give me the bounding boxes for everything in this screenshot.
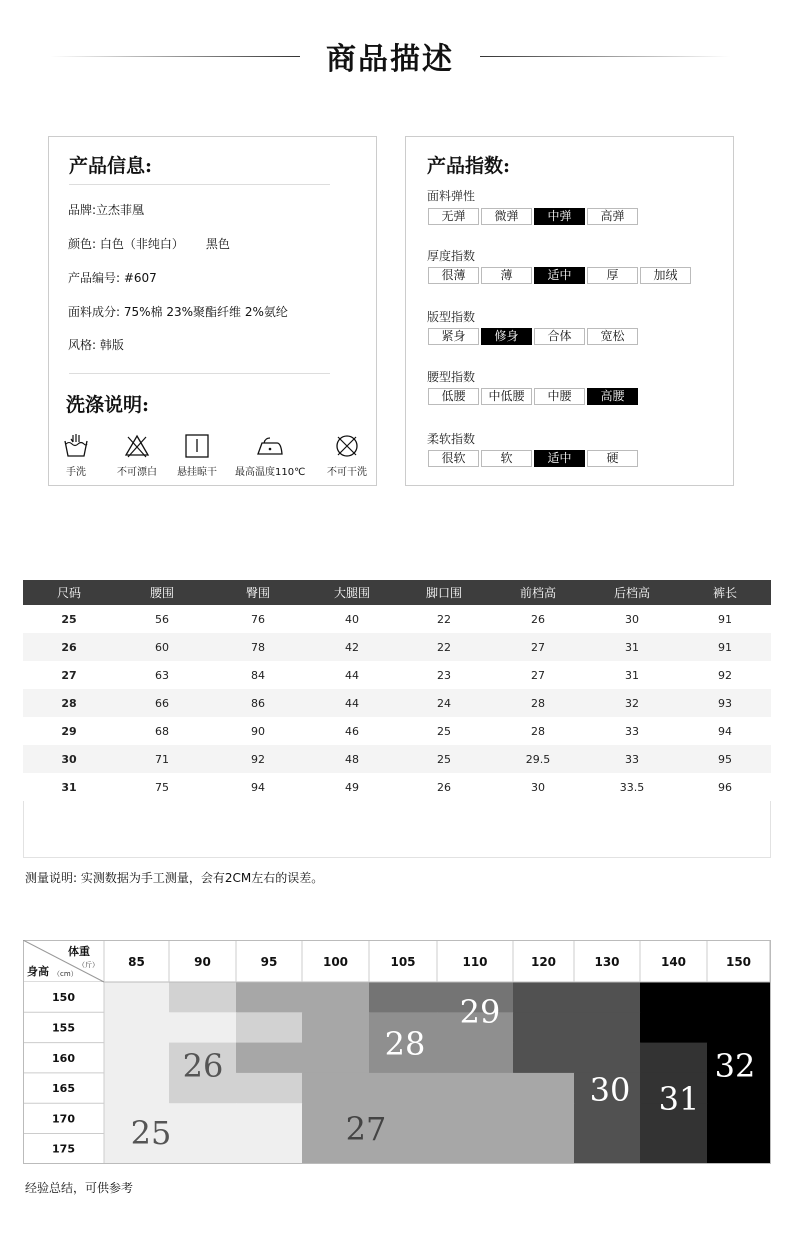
size-label: 29 — [459, 993, 501, 1031]
product-code-text: 产品编号: #607 — [68, 271, 157, 285]
weight-tick-label: 85 — [128, 955, 145, 969]
size-label: 32 — [714, 1047, 756, 1085]
chip-option: 高弹 — [587, 208, 638, 225]
table-row — [23, 773, 771, 801]
height-tick-label: 150 — [52, 991, 75, 1005]
measurement-note: 测量说明: 实测数据为手工测量，会有2CM左右的误差。 — [25, 871, 324, 885]
corner-weight-unit: （斤） — [78, 961, 99, 969]
chip-option: 低腰 — [428, 388, 479, 405]
measure-cell: 46 — [345, 724, 359, 738]
heat-cell — [513, 1012, 575, 1043]
heat-cell — [707, 1103, 771, 1134]
measure-cell: 75 — [155, 780, 169, 794]
heat-cell — [104, 1043, 170, 1074]
size-label: 28 — [384, 1025, 426, 1063]
measure-cell: 28 — [491, 689, 585, 717]
heat-cell — [640, 1012, 708, 1043]
heat-cell — [574, 982, 641, 1013]
size-label: 31 — [658, 1080, 700, 1118]
wash-label: 手洗 — [66, 467, 86, 478]
heat-cell — [513, 1043, 575, 1074]
measure-cell: 23 — [437, 668, 451, 682]
size-cell: 25 — [61, 612, 77, 626]
heat-cell — [513, 1103, 575, 1134]
chip-option: 无弹 — [428, 208, 479, 225]
weight-tick-label: 90 — [194, 955, 211, 969]
table-header-row — [23, 580, 771, 605]
index-label-elasticity: 面料弹性 — [427, 189, 476, 203]
heat-cell — [236, 1073, 303, 1104]
weight-tick-label: 130 — [594, 955, 620, 969]
wash-item-iron — [235, 433, 305, 478]
table-row — [23, 661, 771, 689]
chip-option: 厚 — [587, 267, 638, 284]
measure-cell: 32 — [585, 689, 679, 717]
measure-cell: 22 — [397, 633, 491, 661]
chip-option: 薄 — [481, 267, 532, 284]
measure-cell: 76 — [251, 612, 265, 626]
measure-cell: 26 — [531, 612, 545, 626]
measure-cell: 40 — [345, 612, 359, 626]
wash-label: 不可漂白 — [117, 467, 157, 478]
chip-option: 软 — [481, 450, 532, 467]
chip-option-selected: 高腰 — [587, 388, 638, 405]
col-header-waist: 腰围 — [115, 580, 209, 605]
table-row — [23, 717, 771, 745]
heat-cell — [513, 982, 575, 1013]
measure-cell: 27 — [491, 633, 585, 661]
col-header-front-rise: 前档高 — [491, 580, 585, 605]
col-header-size: 尺码 — [23, 580, 115, 605]
header-line-left — [50, 56, 300, 57]
table-row — [23, 605, 771, 633]
measure-cell: 24 — [397, 689, 491, 717]
chips-thickness — [428, 267, 691, 284]
chip-option-selected: 适中 — [534, 267, 585, 284]
measure-cell: 28 — [531, 724, 545, 738]
measure-cell: 91 — [679, 633, 771, 661]
measure-cell: 42 — [307, 633, 397, 661]
col-header-back-rise: 后档高 — [585, 580, 679, 605]
weight-tick-label: 110 — [462, 955, 488, 969]
hang-dry-icon — [184, 433, 210, 459]
size-cell: 31 — [61, 780, 77, 794]
measure-cell: 30 — [531, 780, 545, 794]
heat-cell — [437, 1073, 514, 1104]
measure-cell: 91 — [718, 612, 732, 626]
heat-cell — [302, 982, 370, 1013]
chip-option-selected: 适中 — [534, 450, 585, 467]
material-text: 面料成分: 75%棉 23%聚酯纤维 2%氨纶 — [68, 305, 288, 319]
measure-cell: 31 — [625, 668, 639, 682]
chip-option: 紧身 — [428, 328, 479, 345]
heat-cell — [236, 1043, 303, 1074]
heat-cell — [169, 1103, 237, 1134]
color-text: 颜色: 白色（非纯白） — [68, 237, 184, 251]
chip-option: 合体 — [534, 328, 585, 345]
heat-cell — [707, 1012, 771, 1043]
measure-cell: 93 — [679, 689, 771, 717]
table-footer-area — [23, 801, 771, 858]
divider — [69, 184, 330, 185]
heat-cell — [574, 1012, 641, 1043]
washing-title: 洗涤说明: — [66, 394, 150, 416]
heat-cell — [169, 1134, 237, 1165]
heat-cell — [302, 1012, 370, 1043]
heat-cell — [369, 1073, 438, 1104]
chip-option: 中腰 — [534, 388, 585, 405]
height-tick-label: 165 — [52, 1082, 75, 1096]
measure-cell: 71 — [115, 745, 209, 773]
heat-cell — [236, 1134, 303, 1165]
weight-tick-label: 105 — [390, 955, 416, 969]
heat-cell — [707, 1134, 771, 1165]
heat-cell — [640, 1134, 708, 1165]
chip-option-selected: 中弹 — [534, 208, 585, 225]
measure-cell: 25 — [437, 724, 451, 738]
no-dry-clean-icon — [334, 433, 360, 459]
measure-cell: 56 — [155, 612, 169, 626]
measure-cell: 92 — [718, 668, 732, 682]
size-cell: 27 — [61, 668, 77, 682]
product-info-title: 产品信息: — [69, 155, 153, 177]
chart-note: 经验总结，可供参考 — [25, 1181, 134, 1195]
chips-waist — [428, 388, 638, 405]
heat-cell — [707, 982, 771, 1013]
measure-cell: 26 — [437, 780, 451, 794]
measure-cell: 31 — [585, 633, 679, 661]
col-header-length: 裤长 — [679, 580, 771, 605]
size-cell: 26 — [23, 633, 115, 661]
wash-label: 悬挂晾干 — [177, 467, 217, 478]
heat-cell — [574, 1043, 641, 1074]
heat-cell — [104, 1012, 170, 1043]
measure-cell: 90 — [251, 724, 265, 738]
measure-cell: 94 — [718, 724, 732, 738]
size-label: 27 — [345, 1110, 387, 1148]
wash-item-no-dry-clean — [312, 433, 382, 478]
height-tick-label: 175 — [52, 1142, 75, 1156]
size-label: 30 — [589, 1071, 631, 1109]
size-label: 25 — [130, 1114, 172, 1152]
table-row — [23, 745, 771, 773]
heat-cell — [369, 982, 438, 1013]
index-label-fit: 版型指数 — [427, 310, 476, 324]
chips-elasticity — [428, 208, 638, 225]
chips-softness — [428, 450, 638, 467]
heat-cell — [302, 1043, 370, 1074]
size-cell: 29 — [61, 724, 77, 738]
measure-cell: 84 — [251, 668, 265, 682]
heat-cell — [437, 1134, 514, 1165]
heat-cell — [169, 982, 237, 1013]
measure-cell: 92 — [209, 745, 307, 773]
chips-fit — [428, 328, 638, 345]
heat-cell — [437, 1043, 514, 1074]
heat-cell — [104, 982, 170, 1013]
measure-cell: 78 — [209, 633, 307, 661]
weight-tick-label: 100 — [322, 955, 349, 969]
brand-text: 品牌:立杰菲凰 — [68, 203, 145, 217]
chip-option: 微弹 — [481, 208, 532, 225]
size-label: 26 — [182, 1047, 224, 1085]
heat-cell — [640, 1043, 708, 1074]
measure-cell: 29.5 — [491, 745, 585, 773]
measure-cell: 48 — [307, 745, 397, 773]
weight-tick-label: 120 — [530, 955, 557, 969]
index-label-softness: 柔软指数 — [427, 432, 476, 446]
product-info-panel — [48, 136, 377, 486]
col-header-leg-opening: 脚口围 — [397, 580, 491, 605]
measure-cell: 68 — [155, 724, 169, 738]
product-index-panel — [405, 136, 734, 486]
heat-cell — [574, 1134, 641, 1165]
chip-option-selected: 修身 — [481, 328, 532, 345]
heat-cell — [437, 1103, 514, 1134]
index-label-thickness: 厚度指数 — [427, 249, 476, 263]
measure-cell: 86 — [209, 689, 307, 717]
size-cell: 30 — [23, 745, 115, 773]
heat-cell — [640, 982, 708, 1013]
product-index-title: 产品指数: — [427, 155, 511, 177]
measure-cell: 22 — [437, 612, 451, 626]
measure-cell: 33 — [585, 745, 679, 773]
measure-cell: 33 — [625, 724, 639, 738]
size-recommendation-chart — [23, 940, 771, 1164]
corner-height-label: 身高 — [27, 965, 49, 978]
color-alt-text: 黑色 — [205, 237, 230, 251]
col-header-hip: 臀围 — [209, 580, 307, 605]
measure-cell: 95 — [679, 745, 771, 773]
chip-option: 中低腰 — [481, 388, 532, 405]
chip-option: 硬 — [587, 450, 638, 467]
heat-cell — [302, 1073, 370, 1104]
corner-weight-label: 体重 — [68, 945, 90, 958]
style-text: 风格: 韩版 — [68, 338, 124, 352]
chip-option: 很软 — [428, 450, 479, 467]
wash-label: 不可干洗 — [327, 467, 367, 478]
no-bleach-icon — [124, 433, 150, 459]
weight-tick-label: 140 — [660, 955, 687, 969]
heat-cell — [104, 1073, 170, 1104]
header-line-right — [480, 56, 730, 57]
heat-cell — [236, 1103, 303, 1134]
weight-tick-label: 95 — [260, 955, 278, 969]
table-row — [23, 689, 771, 717]
size-cell: 28 — [23, 689, 115, 717]
measure-cell: 94 — [251, 780, 265, 794]
measure-cell: 63 — [155, 668, 169, 682]
height-tick-label: 155 — [52, 1021, 75, 1035]
measure-cell: 49 — [345, 780, 359, 794]
divider — [69, 373, 330, 374]
color-row — [68, 235, 230, 252]
page-title: 商品描述 — [326, 42, 454, 77]
measure-cell: 60 — [115, 633, 209, 661]
wash-label: 最高温度110℃ — [235, 467, 306, 478]
col-header-thigh: 大腿围 — [307, 580, 397, 605]
measure-cell: 33.5 — [619, 780, 645, 794]
index-label-waist: 腰型指数 — [427, 370, 476, 384]
measure-cell: 25 — [397, 745, 491, 773]
size-table — [23, 580, 771, 801]
measure-cell: 44 — [307, 689, 397, 717]
heat-cell — [513, 1073, 575, 1104]
chip-option: 很薄 — [428, 267, 479, 284]
heat-cell — [236, 1012, 303, 1043]
height-tick-label: 160 — [52, 1051, 75, 1065]
measure-cell: 30 — [625, 612, 639, 626]
chip-option: 加绒 — [640, 267, 691, 284]
height-tick-label: 170 — [52, 1112, 75, 1126]
measure-cell: 44 — [345, 668, 359, 682]
measure-cell: 66 — [115, 689, 209, 717]
hand-wash-icon — [63, 433, 89, 459]
iron-icon — [255, 433, 285, 459]
measure-cell: 96 — [718, 780, 732, 794]
chip-option: 宽松 — [587, 328, 638, 345]
table-row — [23, 633, 771, 661]
measure-cell: 27 — [531, 668, 545, 682]
wash-item-hang-dry — [162, 433, 232, 478]
heat-cell — [236, 982, 303, 1013]
heat-cell — [513, 1134, 575, 1165]
wash-item-hand-wash — [41, 433, 111, 478]
corner-height-unit: （cm） — [53, 970, 78, 978]
weight-tick-label: 150 — [725, 955, 752, 969]
heat-cell — [169, 1012, 237, 1043]
